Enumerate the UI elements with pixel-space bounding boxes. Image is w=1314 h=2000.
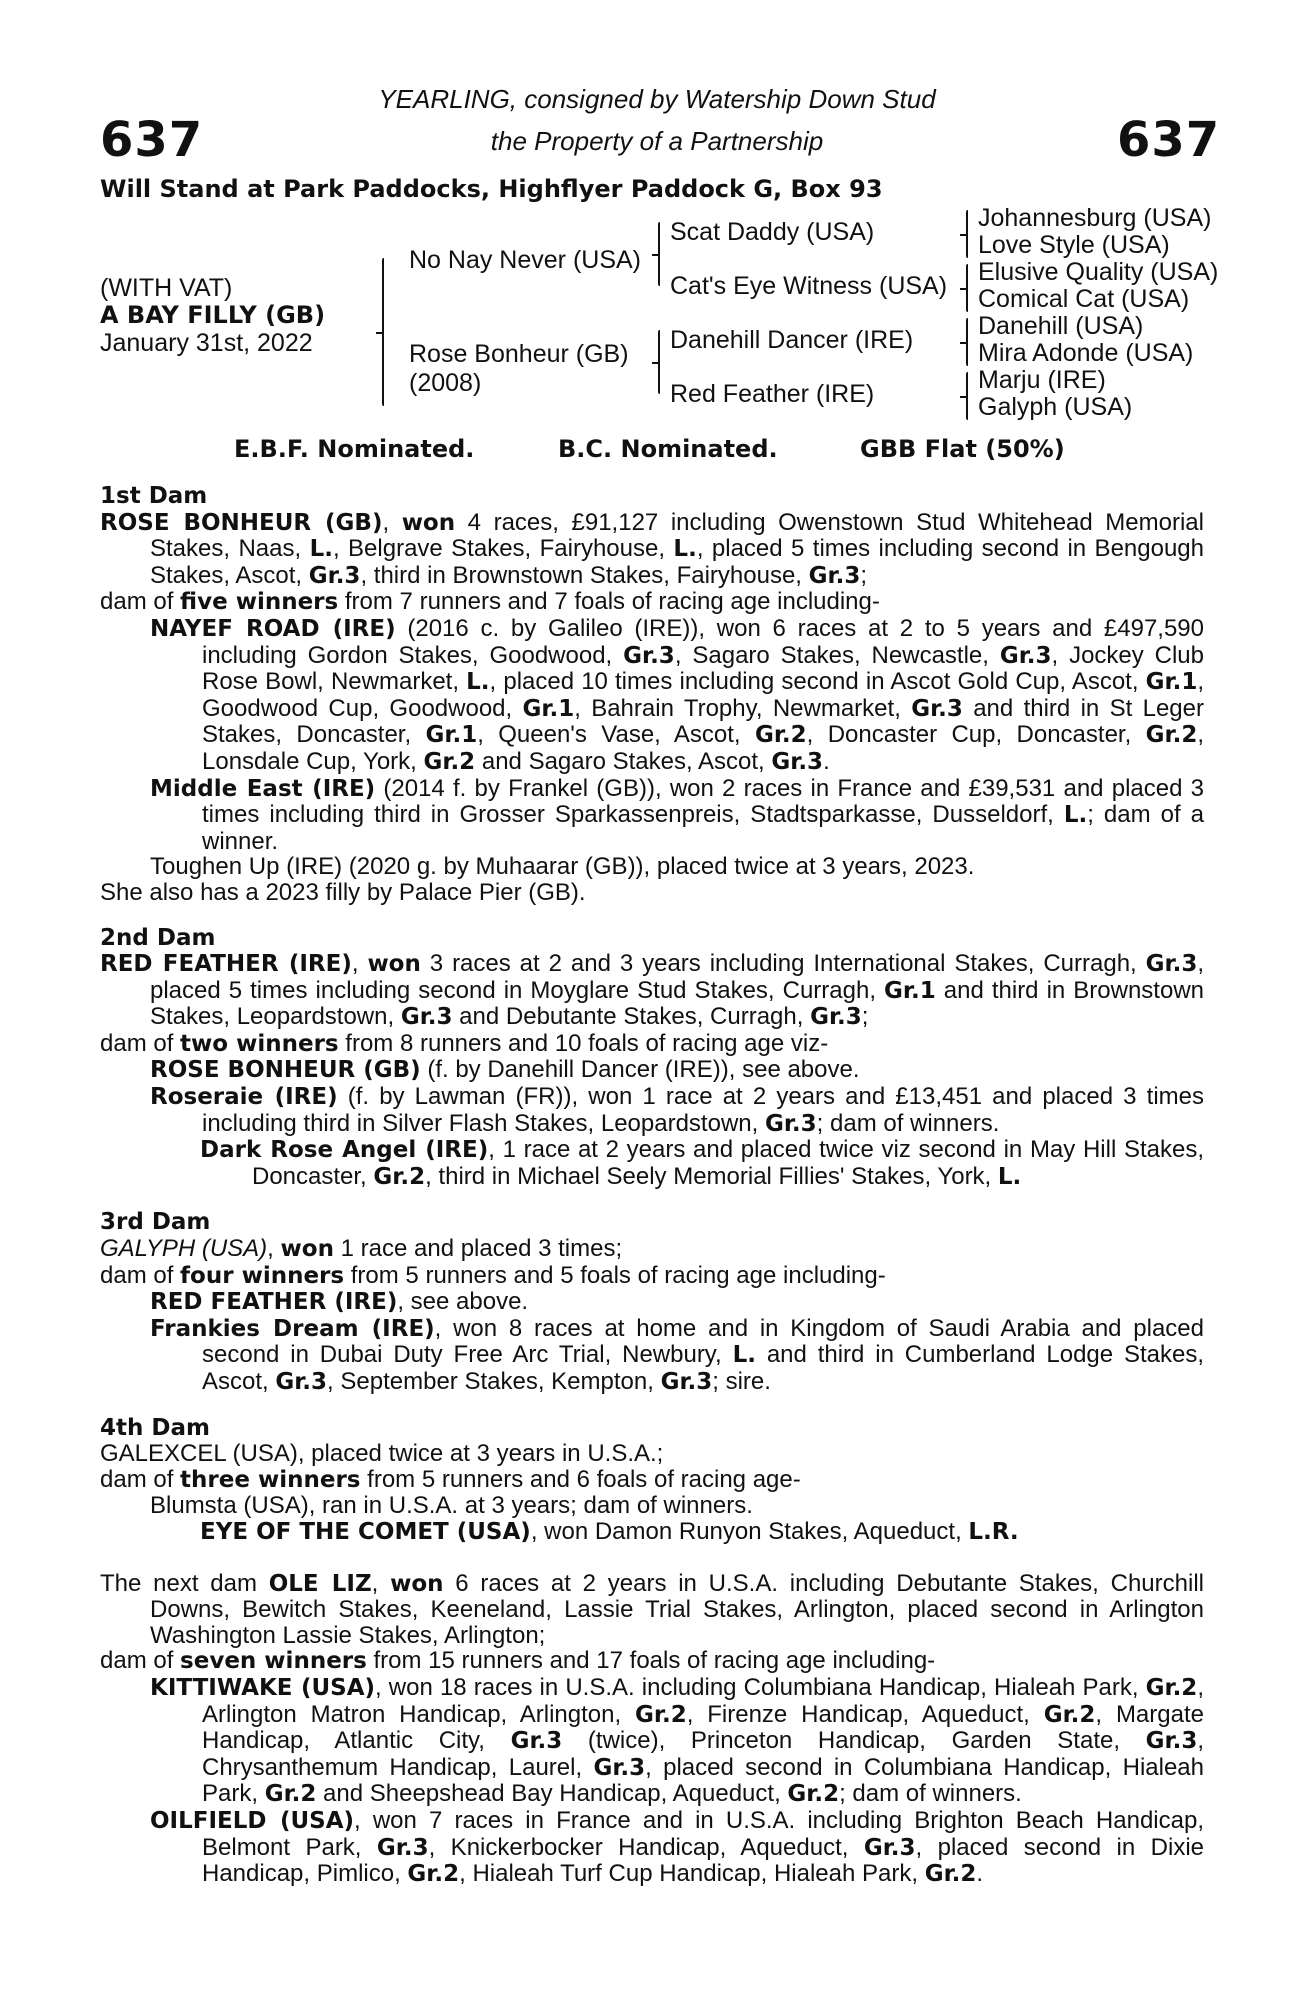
dam-year: (2008) <box>409 369 482 397</box>
pedigree-entry: dam of two winners from 8 runners and 10 foals of racing age viz- <box>100 1029 829 1057</box>
section-title: 2nd Dam <box>100 924 216 951</box>
pedigree-entry: She also has a 2023 filly by Palace Pier (GB). <box>100 878 586 906</box>
pedigree-entry: Dark Rose Angel (IRE), 1 race at 2 years and placed twice viz second in May Hill Stakes, Doncaster, Gr.2, third in Michael Seely Memorial Fillies' Stakes, York, L. <box>200 1136 1204 1190</box>
lot-number-left: 637 <box>100 112 204 168</box>
dam-sire: Danehill Dancer (IRE) <box>670 326 914 354</box>
pedigree-entry: RED FEATHER (IRE), won 3 races at 2 and 3 years including International Stakes, Curragh, Gr.3, placed 5 times including second in Moyglare Stud Stakes, Curragh, Gr.1 and third in Brownstown Stakes, Leopardstown, Gr.3 and Debutante Stakes, Curragh, Gr.3; <box>100 950 1204 1031</box>
pedigree-entry: dam of three winners from 5 runners and 6 foals of racing age- <box>100 1465 801 1493</box>
pedigree-entry: Blumsta (USA), ran in U.S.A. at 3 years; dam of winners. <box>150 1492 753 1520</box>
dam-name: Rose Bonheur (GB) <box>409 340 629 368</box>
pedigree-entry: GALYPH (USA), won 1 race and placed 3 times; <box>100 1235 623 1263</box>
dam-sire-sire: Danehill (USA) <box>978 312 1144 340</box>
section-title: 1st Dam <box>100 483 208 509</box>
dam-sire-dam: Mira Adonde (USA) <box>978 339 1194 367</box>
sire-dam-dam: Comical Cat (USA) <box>978 285 1190 313</box>
section-gap <box>100 1546 1204 1571</box>
pedigree-entry: dam of seven winners from 15 runners and 17 foals of racing age including- <box>100 1647 936 1675</box>
pedigree-entry: dam of four winners from 5 runners and 5 foals of racing age including- <box>100 1261 886 1289</box>
lot-number-right: 637 <box>1117 112 1221 168</box>
pedigree-entry: EYE OF THE COMET (USA), won Damon Runyon Stakes, Aqueduct, L.R. <box>200 1517 1019 1545</box>
horse-name: A BAY FILLY (GB) <box>100 301 326 329</box>
pedigree-entry: ROSE BONHEUR (GB), won 4 races, £91,127 including Owenstown Stud Whitehead Memorial Stakes, Naas, L., Belgrave Stakes, Fairyhouse, L., placed 5 times including second in Bengough Stakes, Ascot, Gr.3, third in Brownstown Stakes, Fairyhouse, Gr.3; <box>100 508 1205 589</box>
section-title: 4th Dam <box>100 1414 210 1441</box>
pedigree-entry: ROSE BONHEUR (GB) (f. by Danehill Dancer (IRE)), see above. <box>150 1056 860 1084</box>
sire-dam: Cat's Eye Witness (USA) <box>670 272 948 300</box>
section-title: 3rd Dam <box>100 1209 211 1236</box>
consignment-line: YEARLING, consigned by Watership Down Stud <box>378 84 936 114</box>
dam-dam-sire: Marju (IRE) <box>978 366 1106 394</box>
pedigree-entry: dam of five winners from 7 runners and 7 foals of racing age including- <box>100 588 880 616</box>
bc-nomination: B.C. Nominated. <box>558 435 778 463</box>
pedigree-brace <box>966 372 968 420</box>
pedigree-entry: The next dam OLE LIZ, won 6 races at 2 years in U.S.A. including Debutante Stakes, Churchill Downs, Bewitch Stakes, Keeneland, Lassie Trial Stakes, Arlington, placed second in Arlington Washington Lassie Stakes, Arlington; <box>100 1569 1204 1649</box>
dam-dam: Red Feather (IRE) <box>670 380 875 408</box>
stand-location: Will Stand at Park Paddocks, Highflyer Paddock G, Box 93 <box>100 175 883 203</box>
pedigree-entry: KITTIWAKE (USA), won 18 races in U.S.A. including Columbiana Handicap, Hialeah Park, Gr.2, Arlington Matron Handicap, Arlington, Gr.2, Firenze Handicap, Aqueduct, Gr.2, Margate Handicap, Atlantic City, Gr.3 (twice), Princeton Handicap, Garden State, Gr.3, Chrysanthemum Handicap, Laurel, Gr.3, placed second in Columbiana Handicap, Hialeah Park, Gr.2 and Sheepshead Bay Handicap, Aqueduct, Gr.2; dam of winners. <box>150 1673 1204 1808</box>
sire-sire: Scat Daddy (USA) <box>670 218 875 246</box>
pedigree-brace <box>658 222 660 286</box>
pedigree-brace <box>382 258 384 406</box>
pedigree-entry: NAYEF ROAD (IRE) (2016 c. by Galileo (IRE)), won 6 races at 2 to 5 years and £497,590 including Gordon Stakes, Goodwood, Gr.3, Sagaro Stakes, Newcastle, Gr.3, Jockey Club Rose Bowl, Newmarket, L., placed 10 times including second in Ascot Gold Cup, Ascot, Gr.1, Goodwood Cup, Goodwood, Gr.1, Bahrain Trophy, Newmarket, Gr.3 and third in St Leger Stakes, Doncaster, Gr.1, Queen's Vase, Ascot, Gr.2, Doncaster Cup, Doncaster, Gr.2, Lonsdale Cup, York, Gr.2 and Sagaro Stakes, Ascot, Gr.3. <box>150 614 1205 775</box>
pedigree-entry: GALEXCEL (USA), placed twice at 3 years in U.S.A.; <box>100 1440 664 1468</box>
vat-note: (WITH VAT) <box>100 274 233 302</box>
pedigree-brace <box>966 318 968 366</box>
horse-dob: January 31st, 2022 <box>100 329 313 357</box>
pedigree-brace <box>658 330 660 394</box>
pedigree-entry: Middle East (IRE) (2014 f. by Frankel (GB)), won 2 races in France and £39,531 and placed 3 times including third in Grosser Sparkassenpreis, Stadtsparkasse, Dusseldorf, L.; dam of a winner. <box>150 774 1205 855</box>
pedigree-entry: OILFIELD (USA), won 7 races in France and in U.S.A. including Brighton Beach Handicap, Belmont Park, Gr.3, Knickerbocker Handicap, Aqueduct, Gr.3, placed second in Dixie Handicap, Pimlico, Gr.2, Hialeah Turf Cup Handicap, Hialeah Park, Gr.2. <box>150 1806 1204 1888</box>
dam-dam-dam: Galyph (USA) <box>978 393 1133 421</box>
pedigree-entry: RED FEATHER (IRE), see above. <box>150 1288 529 1316</box>
pedigree-brace <box>966 210 968 258</box>
pedigree-brace <box>966 264 968 312</box>
sire-name: No Nay Never (USA) <box>409 246 641 274</box>
sire-dam-sire: Elusive Quality (USA) <box>978 258 1219 286</box>
sire-sire-sire: Johannesburg (USA) <box>978 204 1212 232</box>
ebf-nomination: E.B.F. Nominated. <box>234 435 475 463</box>
pedigree-entry: Toughen Up (IRE) (2020 g. by Muhaarar (GB)), placed twice at 3 years, 2023. <box>150 853 975 881</box>
gbb-nomination: GBB Flat (50%) <box>860 435 1065 463</box>
produce-record <box>100 484 1204 1888</box>
pedigree-entry: Frankies Dream (IRE), won 8 races at home and in Kingdom of Saudi Arabia and placed second in Dubai Duty Free Arc Trial, Newbury, L. and third in Cumberland Lodge Stakes, Ascot, Gr.3, September Stakes, Kempton, Gr.3; sire. <box>150 1314 1205 1395</box>
property-line: the Property of a Partnership <box>490 126 824 156</box>
sire-sire-dam: Love Style (USA) <box>978 231 1170 259</box>
pedigree-entry: Roseraie (IRE) (f. by Lawman (FR)), won 1 race at 2 years and £13,451 and placed 3 times including third in Silver Flash Stakes, Leopardstown, Gr.3; dam of winners. <box>150 1083 1204 1137</box>
